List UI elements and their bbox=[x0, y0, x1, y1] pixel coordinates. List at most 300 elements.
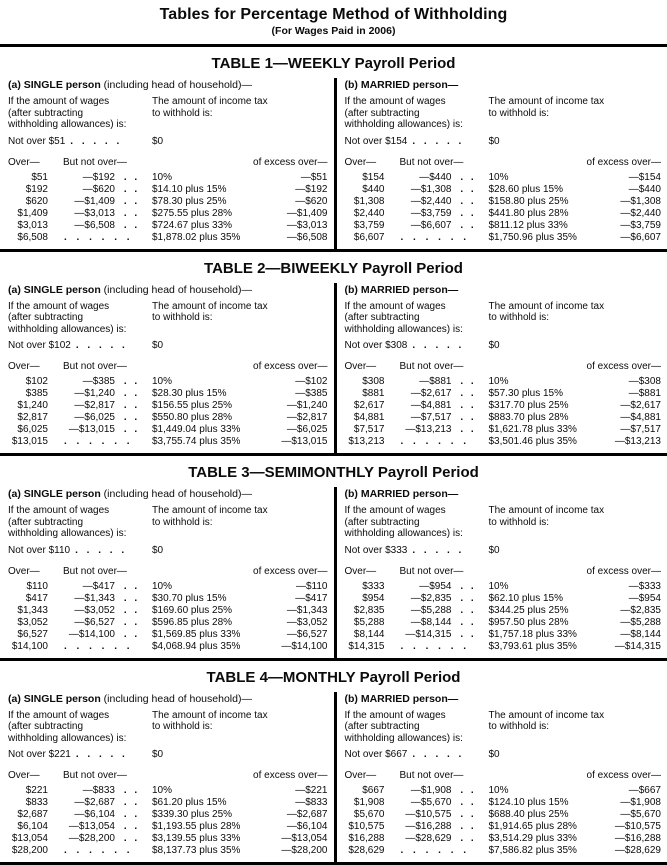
over-amount: $1,908 bbox=[353, 797, 385, 808]
bracket-row bbox=[8, 376, 328, 388]
wages-description-line: withholding allowances) is: bbox=[8, 732, 127, 744]
person-status-qualifier: (including head of household)— bbox=[100, 488, 252, 500]
dot-leader: . . bbox=[460, 821, 474, 832]
bracket-rows bbox=[345, 581, 662, 653]
excess-over-amount: —$2,835 bbox=[620, 604, 661, 616]
over-amount: $2,835 bbox=[353, 604, 385, 616]
column-descriptions bbox=[8, 301, 328, 336]
dot-leader: . . . . . . bbox=[400, 231, 467, 243]
person-status-label: (a) SINGLE person bbox=[8, 488, 101, 500]
but-not-over-amount: —$192 bbox=[82, 171, 115, 183]
dot-leader: . . bbox=[460, 207, 474, 219]
dot-leader: . . . . . . bbox=[400, 640, 467, 652]
zero-withholding-amount: $0 bbox=[152, 544, 164, 556]
but-not-over-header: But not over— bbox=[63, 770, 127, 781]
tax-description bbox=[483, 710, 662, 745]
tax-formula: $28.60 plus 15% bbox=[488, 183, 564, 195]
tax-formula: $1,914.65 plus 28% bbox=[488, 821, 577, 832]
excess-over-amount: —$620 bbox=[295, 195, 328, 207]
excess-over-amount: —$3,759 bbox=[620, 219, 661, 231]
over-amount: $833 bbox=[25, 797, 48, 808]
of-excess-over-header: of excess over— bbox=[253, 361, 328, 372]
over-header: Over— bbox=[344, 361, 377, 372]
wages-description bbox=[345, 710, 483, 745]
person-status-line bbox=[8, 79, 328, 92]
but-not-over-amount: —$954 bbox=[419, 580, 452, 592]
excess-over-amount: —$6,607 bbox=[620, 231, 661, 243]
tax-description-line: The amount of income tax bbox=[152, 505, 268, 516]
not-over-amount: $308 bbox=[385, 340, 408, 351]
tax-description-line: The amount of income tax bbox=[488, 96, 605, 107]
person-status-qualifier: (including head of household)— bbox=[100, 692, 252, 705]
dot-leader: . . bbox=[123, 809, 138, 820]
bracket-row bbox=[345, 436, 662, 448]
not-over-text bbox=[8, 136, 146, 148]
over-header: Over— bbox=[8, 565, 40, 577]
person-status-label: (a) SINGLE person bbox=[8, 79, 101, 91]
table-panels bbox=[0, 78, 667, 252]
tax-formula: $3,793.61 plus 35% bbox=[488, 640, 577, 652]
excess-over-amount: —$14,100 bbox=[281, 640, 328, 652]
bracket-row bbox=[345, 845, 662, 857]
but-not-over-amount: —$2,687 bbox=[74, 797, 115, 808]
wages-description-line: withholding allowances) is: bbox=[344, 323, 463, 335]
excess-over-amount: —$5,670 bbox=[620, 809, 661, 820]
wages-description-line: withholding allowances) is: bbox=[344, 732, 463, 744]
tax-formula: $344.25 plus 25% bbox=[488, 604, 569, 616]
excess-over-amount: —$6,508 bbox=[286, 231, 328, 243]
table-heading: TABLE 3—SEMIMONTHLY Payroll Period bbox=[188, 464, 479, 481]
bracket-row bbox=[8, 232, 328, 244]
excess-over-amount: —$1,343 bbox=[286, 604, 328, 616]
column-descriptions bbox=[345, 96, 662, 131]
married-panel bbox=[334, 283, 667, 454]
tax-formula: $724.67 plus 33% bbox=[152, 219, 233, 231]
bracket-row bbox=[345, 424, 662, 436]
over-amount: $28,200 bbox=[11, 845, 48, 856]
not-over-row bbox=[345, 136, 662, 148]
not-over-text bbox=[345, 545, 483, 557]
bracket-row bbox=[8, 809, 328, 821]
not-over-row bbox=[8, 136, 328, 148]
dot-leader: . . . . . bbox=[412, 749, 462, 760]
excess-over-amount: —$28,629 bbox=[614, 845, 661, 856]
person-status-label: (a) SINGLE person bbox=[8, 283, 101, 296]
bracket-row bbox=[8, 629, 328, 641]
over-amount: $667 bbox=[362, 785, 385, 796]
wages-description-line: If the amount of wages bbox=[8, 96, 110, 107]
wages-description-line: If the amount of wages bbox=[344, 96, 446, 107]
tax-description-line: The amount of income tax bbox=[488, 709, 605, 721]
excess-over-amount: —$13,213 bbox=[614, 436, 661, 447]
wages-description bbox=[8, 96, 146, 131]
bracket-row bbox=[8, 581, 328, 593]
person-status-label: (b) MARRIED person— bbox=[344, 692, 459, 705]
over-header: Over— bbox=[8, 361, 40, 372]
bracket-row bbox=[8, 424, 328, 436]
over-header: Over— bbox=[344, 770, 377, 781]
over-amount: $881 bbox=[362, 388, 385, 399]
dot-leader: . . bbox=[460, 604, 474, 616]
excess-over-amount: —$6,104 bbox=[286, 821, 328, 832]
but-not-over-header: But not over— bbox=[399, 565, 464, 577]
header-divider bbox=[0, 44, 667, 47]
tax-formula: $124.10 plus 15% bbox=[488, 797, 569, 808]
but-not-over-amount: —$16,288 bbox=[405, 821, 452, 832]
not-over-amount: $221 bbox=[48, 749, 71, 760]
not-over-amount: $110 bbox=[48, 544, 71, 556]
over-amount: $1,308 bbox=[353, 195, 385, 207]
tax-formula: $57.30 plus 15% bbox=[488, 388, 564, 399]
dot-leader: . . bbox=[123, 592, 138, 604]
person-status-line bbox=[345, 693, 662, 706]
dot-leader: . . bbox=[123, 785, 138, 796]
tables-container bbox=[0, 55, 667, 865]
document-subtitle: (For Wages Paid in 2006) bbox=[271, 25, 396, 37]
not-over-row bbox=[345, 749, 662, 761]
not-over-prefix: Not over bbox=[344, 135, 383, 147]
but-not-over-amount: —$881 bbox=[419, 376, 452, 387]
not-over-prefix: Not over bbox=[8, 544, 46, 556]
zero-withholding-amount: $0 bbox=[152, 135, 164, 147]
wages-description-line: withholding allowances) is: bbox=[8, 528, 127, 539]
over-amount: $8,144 bbox=[353, 628, 385, 640]
but-not-over-amount: —$6,104 bbox=[74, 809, 115, 820]
but-not-over-header: But not over— bbox=[399, 361, 464, 372]
column-descriptions bbox=[345, 301, 662, 336]
tax-description-line: to withhold is: bbox=[152, 312, 213, 323]
over-amount: $221 bbox=[25, 785, 48, 796]
payroll-table-section bbox=[0, 260, 667, 457]
tax-description-line: The amount of income tax bbox=[152, 300, 268, 312]
not-over-row bbox=[8, 340, 328, 352]
wages-description-line: (after subtracting bbox=[344, 516, 420, 528]
tax-formula: $62.10 plus 15% bbox=[488, 592, 564, 604]
but-not-over-amount: —$4,881 bbox=[410, 400, 452, 411]
dot-leader: . . bbox=[460, 785, 474, 796]
excess-over-amount: —$417 bbox=[295, 592, 328, 604]
excess-over-amount: —$1,308 bbox=[620, 195, 661, 207]
document-title: Tables for Percentage Method of Withholding bbox=[159, 6, 508, 23]
tax-formula: $14.10 plus 15% bbox=[152, 183, 227, 195]
not-over-prefix: Not over bbox=[8, 340, 46, 351]
wages-description-line: (after subtracting bbox=[8, 107, 84, 119]
bracket-row bbox=[8, 400, 328, 412]
tax-description-line: The amount of income tax bbox=[152, 96, 268, 107]
dot-leader: . . bbox=[123, 616, 138, 628]
wages-description-line: withholding allowances) is: bbox=[8, 323, 127, 335]
but-not-over-amount: —$10,575 bbox=[405, 809, 452, 820]
bracket-row bbox=[8, 785, 328, 797]
dot-leader: . . . . . bbox=[70, 135, 120, 147]
tax-formula: $1,449.04 plus 33% bbox=[152, 424, 241, 435]
of-excess-over-header: of excess over— bbox=[586, 770, 661, 781]
tax-description bbox=[483, 301, 662, 336]
tax-formula: $7,586.82 plus 35% bbox=[488, 845, 577, 856]
dot-leader: . . . . . . bbox=[400, 436, 467, 447]
excess-over-amount: —$333 bbox=[628, 580, 661, 592]
but-not-over-header: But not over— bbox=[63, 565, 127, 577]
not-over-text bbox=[8, 545, 146, 557]
dot-leader: . . . . . . bbox=[64, 845, 130, 856]
over-amount: $110 bbox=[26, 580, 48, 592]
wages-description-line: withholding allowances) is: bbox=[344, 528, 463, 539]
excess-over-amount: —$7,517 bbox=[620, 424, 661, 435]
tax-formula: $78.30 plus 25% bbox=[152, 195, 227, 207]
over-amount: $1,343 bbox=[17, 604, 48, 616]
but-not-over-amount: —$7,517 bbox=[410, 412, 452, 423]
but-not-over-amount: —$833 bbox=[82, 785, 115, 796]
excess-over-amount: —$192 bbox=[295, 183, 328, 195]
but-not-over-amount: —$14,315 bbox=[405, 628, 452, 640]
of-excess-over-header: of excess over— bbox=[586, 361, 661, 372]
bracket-row bbox=[345, 833, 662, 845]
column-descriptions bbox=[8, 505, 328, 540]
dot-leader: . . bbox=[123, 195, 138, 207]
tax-formula: $1,878.02 plus 35% bbox=[152, 231, 241, 243]
dot-leader: . . bbox=[123, 412, 138, 423]
over-amount: $7,517 bbox=[353, 424, 385, 435]
over-header: Over— bbox=[344, 565, 377, 577]
but-not-over-amount: —$5,288 bbox=[410, 604, 452, 616]
dot-leader: . . bbox=[460, 424, 474, 435]
but-not-over-amount: —$1,409 bbox=[74, 195, 115, 207]
person-status-label: (b) MARRIED person— bbox=[344, 488, 459, 500]
dot-leader: . . bbox=[123, 424, 138, 435]
dot-leader: . . bbox=[460, 616, 474, 628]
excess-over-amount: —$1,409 bbox=[286, 207, 328, 219]
wages-description-line: If the amount of wages bbox=[344, 300, 446, 312]
dot-leader: . . bbox=[123, 388, 138, 399]
tax-description-line: The amount of income tax bbox=[488, 505, 605, 516]
person-status-line bbox=[345, 79, 662, 92]
bracket-row bbox=[8, 184, 328, 196]
bracket-row bbox=[8, 388, 328, 400]
dot-leader: . . . . . bbox=[75, 340, 125, 351]
of-excess-over-header: of excess over— bbox=[586, 565, 661, 577]
tax-formula: $169.60 plus 25% bbox=[152, 604, 233, 616]
over-amount: $13,015 bbox=[11, 436, 48, 447]
of-excess-over-header: of excess over— bbox=[253, 156, 328, 168]
over-amount: $6,527 bbox=[17, 628, 48, 640]
over-amount: $6,607 bbox=[353, 231, 385, 243]
married-panel bbox=[334, 692, 667, 863]
column-descriptions bbox=[345, 710, 662, 745]
bracket-rows bbox=[8, 376, 328, 448]
bracket-header-row bbox=[8, 361, 328, 373]
dot-leader: . . bbox=[123, 604, 138, 616]
dot-leader: . . bbox=[123, 797, 138, 808]
but-not-over-amount: —$1,308 bbox=[410, 183, 452, 195]
dot-leader: . . bbox=[123, 628, 138, 640]
over-amount: $954 bbox=[362, 592, 385, 604]
bracket-row bbox=[345, 400, 662, 412]
but-not-over-amount: —$2,817 bbox=[74, 400, 115, 411]
wages-description-line: (after subtracting bbox=[344, 107, 420, 119]
wages-description-line: withholding allowances) is: bbox=[344, 119, 463, 130]
dot-leader: . . bbox=[460, 219, 474, 231]
tax-formula: $688.40 plus 25% bbox=[488, 809, 569, 820]
person-status-line bbox=[8, 284, 328, 297]
bracket-rows bbox=[8, 581, 328, 653]
tax-formula: $1,569.85 plus 33% bbox=[152, 628, 241, 640]
tax-description bbox=[146, 710, 328, 745]
excess-over-amount: —$2,617 bbox=[620, 400, 661, 411]
table-panels bbox=[0, 692, 667, 865]
tax-formula: $883.70 plus 28% bbox=[488, 412, 569, 423]
excess-over-amount: —$8,144 bbox=[620, 628, 661, 640]
over-amount: $6,025 bbox=[17, 424, 48, 435]
tax-formula: $275.55 plus 28% bbox=[152, 207, 233, 219]
but-not-over-amount: —$2,835 bbox=[410, 592, 452, 604]
over-amount: $6,104 bbox=[17, 821, 48, 832]
person-status-line bbox=[8, 488, 328, 501]
but-not-over-amount: —$2,617 bbox=[410, 388, 452, 399]
dot-leader: . . bbox=[123, 376, 138, 387]
bracket-row bbox=[8, 436, 328, 448]
not-over-text bbox=[345, 749, 483, 761]
tax-formula: $8,137.73 plus 35% bbox=[152, 845, 241, 856]
bracket-row bbox=[345, 809, 662, 821]
over-header: Over— bbox=[344, 156, 377, 168]
tax-formula: $957.50 plus 28% bbox=[488, 616, 569, 628]
wages-description-line: If the amount of wages bbox=[344, 709, 446, 721]
over-amount: $1,409 bbox=[17, 207, 48, 219]
wages-description-line: If the amount of wages bbox=[8, 300, 110, 312]
excess-over-amount: —$2,817 bbox=[286, 412, 328, 423]
over-amount: $3,052 bbox=[17, 616, 48, 628]
not-over-prefix: Not over bbox=[344, 340, 383, 351]
but-not-over-amount: —$13,015 bbox=[68, 424, 115, 435]
bracket-rows bbox=[8, 785, 328, 857]
bracket-row bbox=[8, 821, 328, 833]
single-panel bbox=[0, 487, 334, 658]
not-over-text bbox=[345, 136, 483, 148]
tax-formula: $596.85 plus 28% bbox=[152, 616, 233, 628]
bracket-row bbox=[345, 797, 662, 809]
dot-leader: . . bbox=[460, 388, 474, 399]
payroll-table-section bbox=[0, 55, 667, 252]
over-amount: $308 bbox=[362, 376, 385, 387]
excess-over-amount: —$385 bbox=[295, 388, 328, 399]
tax-formula: 10% bbox=[152, 376, 173, 387]
not-over-text bbox=[8, 749, 146, 761]
bracket-header-row bbox=[345, 157, 662, 169]
over-amount: $102 bbox=[25, 376, 48, 387]
person-status-line bbox=[345, 284, 662, 297]
tax-formula: $158.80 plus 25% bbox=[488, 195, 569, 207]
over-amount: $13,213 bbox=[348, 436, 385, 447]
tax-formula: $28.30 plus 15% bbox=[152, 388, 227, 399]
tax-description-line: to withhold is: bbox=[152, 721, 213, 732]
person-status-line bbox=[345, 488, 662, 501]
over-amount: $1,240 bbox=[17, 400, 48, 411]
married-panel bbox=[334, 78, 667, 249]
dot-leader: . . . . . . bbox=[64, 640, 130, 652]
not-over-row bbox=[8, 545, 328, 557]
tax-description bbox=[146, 505, 328, 540]
tax-description-line: to withhold is: bbox=[488, 516, 550, 528]
person-status-qualifier: (including head of household)— bbox=[100, 79, 252, 91]
over-amount: $620 bbox=[25, 195, 48, 207]
over-amount: $51 bbox=[31, 171, 48, 183]
not-over-row bbox=[345, 340, 662, 352]
dot-leader: . . bbox=[123, 219, 138, 231]
tax-description-line: to withhold is: bbox=[152, 107, 213, 119]
excess-over-amount: —$1,908 bbox=[620, 797, 661, 808]
but-not-over-amount: —$8,144 bbox=[410, 616, 452, 628]
over-amount: $2,817 bbox=[17, 412, 48, 423]
bracket-header-row bbox=[345, 770, 662, 782]
bracket-row bbox=[345, 605, 662, 617]
not-over-row bbox=[345, 545, 662, 557]
tax-formula: 10% bbox=[152, 580, 173, 592]
payroll-table-section bbox=[0, 669, 667, 865]
but-not-over-amount: —$3,052 bbox=[74, 604, 115, 616]
bracket-rows bbox=[345, 785, 662, 857]
dot-leader: . . bbox=[123, 833, 138, 844]
wages-description-line: If the amount of wages bbox=[344, 505, 446, 516]
but-not-over-amount: —$1,240 bbox=[74, 388, 115, 399]
over-amount: $385 bbox=[25, 388, 48, 399]
wages-description bbox=[8, 710, 146, 745]
dot-leader: . . bbox=[460, 412, 474, 423]
excess-over-amount: —$4,881 bbox=[620, 412, 661, 423]
bracket-row bbox=[8, 172, 328, 184]
but-not-over-amount: —$6,025 bbox=[74, 412, 115, 423]
person-status-line bbox=[8, 693, 328, 706]
tax-description bbox=[146, 96, 328, 131]
table-heading: TABLE 1—WEEKLY Payroll Period bbox=[211, 55, 456, 72]
zero-withholding-amount: $0 bbox=[488, 544, 500, 556]
dot-leader: . . . . . bbox=[75, 749, 125, 760]
person-status-qualifier: (including head of household)— bbox=[100, 283, 252, 296]
tax-description bbox=[146, 301, 328, 336]
bracket-row bbox=[345, 196, 662, 208]
bracket-row bbox=[345, 220, 662, 232]
excess-over-amount: —$6,025 bbox=[286, 424, 328, 435]
dot-leader: . . . . . bbox=[412, 340, 462, 351]
tax-formula: $3,139.55 plus 33% bbox=[152, 833, 241, 844]
over-amount: $3,759 bbox=[353, 219, 385, 231]
wages-description bbox=[345, 96, 483, 131]
bracket-header-row bbox=[8, 566, 328, 578]
bracket-row bbox=[8, 617, 328, 629]
bracket-row bbox=[8, 797, 328, 809]
dot-leader: . . . . . . bbox=[64, 436, 130, 447]
bracket-header-row bbox=[345, 566, 662, 578]
over-amount: $4,881 bbox=[353, 412, 385, 423]
wages-description-line: (after subtracting bbox=[8, 516, 84, 528]
bracket-row bbox=[8, 641, 328, 653]
dot-leader: . . . . . . bbox=[400, 845, 467, 856]
dot-leader: . . bbox=[123, 580, 138, 592]
wages-description-line: If the amount of wages bbox=[8, 709, 110, 721]
excess-over-amount: —$16,288 bbox=[614, 833, 661, 844]
bracket-row bbox=[8, 593, 328, 605]
single-panel bbox=[0, 78, 334, 249]
tax-formula: $1,757.18 plus 33% bbox=[488, 628, 577, 640]
excess-over-amount: —$102 bbox=[295, 376, 328, 387]
but-not-over-amount: —$6,527 bbox=[74, 616, 115, 628]
but-not-over-amount: —$13,054 bbox=[68, 821, 115, 832]
wages-description-line: (after subtracting bbox=[344, 312, 420, 323]
excess-over-amount: —$2,440 bbox=[620, 207, 661, 219]
excess-over-amount: —$3,013 bbox=[286, 219, 328, 231]
tax-formula: $61.20 plus 15% bbox=[152, 797, 227, 808]
not-over-amount: $667 bbox=[385, 749, 408, 760]
not-over-row bbox=[8, 749, 328, 761]
